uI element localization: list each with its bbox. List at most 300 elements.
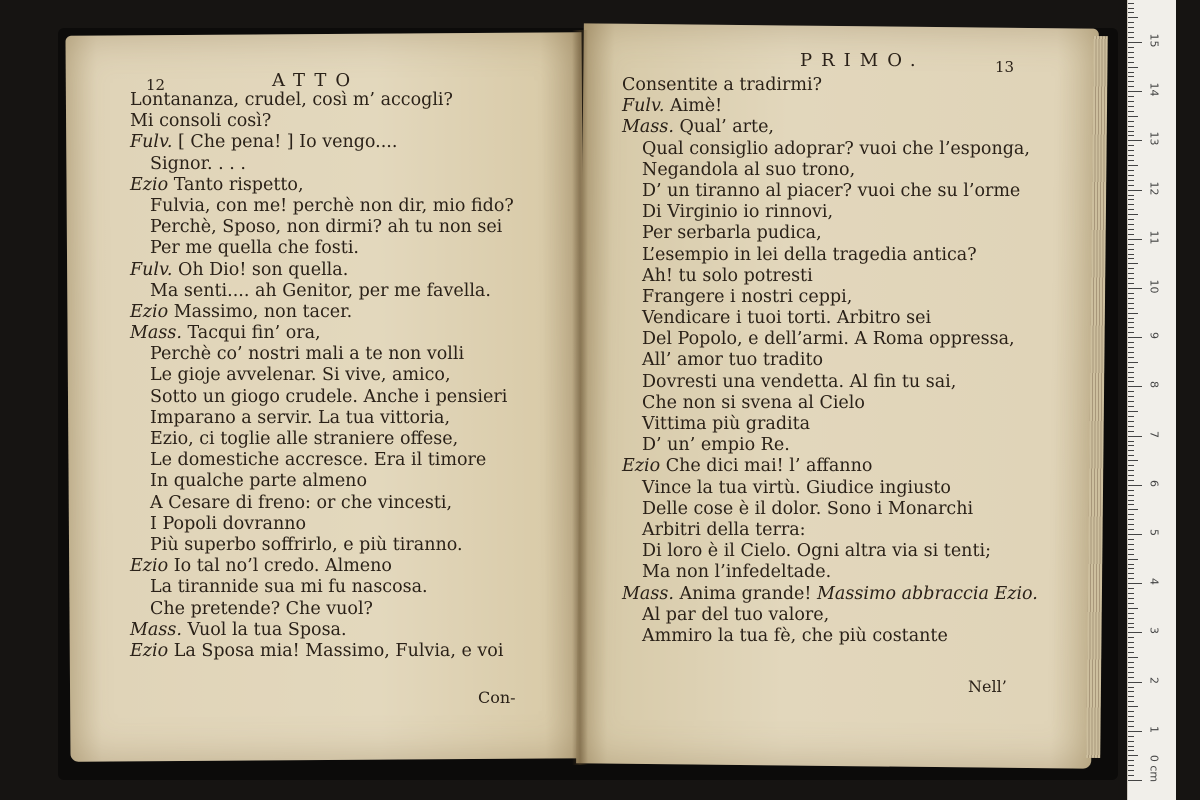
verse-text: Le domestiche accresce. Era il timore: [150, 450, 487, 471]
verse-text: Massimo, non tacer.: [173, 301, 353, 322]
verse-text: Ma non l’infedeltade.: [642, 562, 832, 583]
ruler-tick: [1128, 716, 1134, 717]
ruler-tick: [1128, 72, 1134, 73]
verse-text: Io tal no’l credo. Almeno: [173, 556, 392, 577]
left-catchword: Con-: [478, 688, 516, 707]
ruler-tick: [1128, 559, 1138, 560]
ruler-tick: [1128, 150, 1134, 151]
ruler-tick: [1128, 214, 1138, 215]
ruler-tick: [1128, 52, 1134, 53]
text-line: [622, 605, 1038, 626]
ruler-tick: [1128, 760, 1134, 761]
text-line: [622, 181, 1038, 202]
text-line: [130, 408, 514, 429]
ruler-tick: [1128, 691, 1134, 692]
verse-text: Imparano a servir. La tua vittoria,: [150, 407, 451, 428]
left-running-head: ATTO: [272, 70, 360, 91]
ruler-tick: [1128, 57, 1134, 58]
ruler-tick: [1128, 672, 1134, 673]
ruler-tick: [1128, 165, 1138, 166]
ruler-tick: [1128, 770, 1134, 771]
verse-text: Fulvia, con me! perchè non dir, mio fido?: [150, 195, 514, 216]
ruler-tick: [1128, 199, 1134, 200]
verse-text: Sotto un giogo crudele. Anche i pensieri: [150, 386, 508, 407]
verse-text: I Popoli dovranno: [150, 513, 307, 534]
speaker-name: Fulv.: [130, 259, 173, 280]
ruler-tick: [1128, 564, 1134, 565]
text-line: [622, 329, 1038, 350]
ruler-tick: [1128, 298, 1134, 299]
ruler-tick: [1128, 667, 1134, 668]
verse-text: La Sposa mia! Massimo, Fulvia, e voi: [173, 640, 504, 661]
text-line: [130, 429, 514, 450]
text-line: [130, 175, 514, 196]
ruler-number: 5: [1147, 529, 1161, 536]
ruler-tick: [1128, 303, 1134, 304]
ruler-tick: [1128, 411, 1138, 412]
verse-text: La tirannide sua mi fu nascosa.: [150, 577, 428, 598]
ruler-tick: [1128, 750, 1134, 751]
scale-ruler: [1127, 0, 1176, 800]
ruler-tick: [1128, 209, 1134, 210]
ruler-tick: [1128, 204, 1134, 205]
verse-text: Per serbarla pudica,: [642, 223, 822, 244]
right-page-text: [622, 75, 1038, 647]
verse-text: Frangere i nostri ceppi,: [642, 286, 853, 307]
ruler-tick: [1128, 337, 1142, 338]
verse-text: Ma senti.... ah Genitor, per me favella.: [150, 280, 491, 301]
ruler-tick: [1128, 765, 1134, 766]
ruler-tick: [1128, 258, 1134, 259]
ruler-tick: [1128, 652, 1134, 653]
ruler-tick: [1128, 121, 1134, 122]
ruler-tick: [1128, 101, 1134, 102]
ruler-tick: [1128, 17, 1138, 18]
ruler-tick: [1128, 126, 1134, 127]
speaker-name: Ezio: [622, 456, 661, 477]
text-line: [622, 435, 1038, 456]
ruler-tick: [1128, 529, 1134, 530]
ruler-tick: [1128, 318, 1134, 319]
ruler-tick: [1128, 239, 1142, 240]
ruler-tick: [1128, 495, 1134, 496]
ruler-tick: [1128, 190, 1142, 191]
ruler-tick: [1128, 293, 1134, 294]
ruler-tick: [1128, 441, 1134, 442]
ruler-tick: [1128, 116, 1138, 117]
ruler-tick: [1128, 775, 1134, 776]
ruler-tick: [1128, 140, 1142, 141]
left-page-number: 12: [146, 76, 166, 94]
ruler-tick: [1128, 106, 1134, 107]
ruler-tick: [1128, 618, 1134, 619]
verse-text: Dovresti una vendetta. Al fin tu sai,: [642, 371, 957, 392]
ruler-tick: [1128, 86, 1134, 87]
text-line: [130, 238, 514, 259]
ruler-tick: [1128, 313, 1138, 314]
ruler-tick: [1128, 711, 1134, 712]
ruler-tick: [1128, 372, 1134, 373]
ruler-tick: [1128, 32, 1134, 33]
text-line: [130, 641, 514, 662]
verse-text: Mi consoli così?: [130, 111, 272, 132]
ruler-tick: [1128, 682, 1142, 683]
ruler-tick: [1128, 485, 1142, 486]
ruler-number: 3: [1147, 627, 1161, 635]
ruler-tick: [1128, 62, 1134, 63]
ruler-tick: [1128, 662, 1134, 663]
text-line: [622, 562, 1038, 583]
verse-text: [ Che pena! ] Io vengo....: [177, 132, 398, 153]
ruler-tick: [1128, 509, 1138, 510]
speaker-name: Ezio: [130, 301, 169, 322]
ruler-tick: [1128, 347, 1134, 348]
text-line: [622, 139, 1038, 160]
text-line: [130, 556, 514, 577]
ruler-tick: [1128, 342, 1134, 343]
ruler-tick: [1128, 431, 1134, 432]
ruler-number: 15: [1147, 33, 1161, 48]
ruler-tick: [1128, 96, 1134, 97]
verse-text: Aimè!: [669, 96, 723, 117]
speaker-name: Mass.: [130, 619, 182, 640]
text-line: [130, 535, 514, 556]
ruler-tick: [1128, 500, 1134, 501]
ruler-unit: 0 cm: [1147, 754, 1161, 783]
ruler-number: 9: [1147, 332, 1161, 340]
ruler-tick: [1128, 391, 1134, 392]
ruler-number: 2: [1147, 676, 1161, 684]
verse-text: Vittima più gradita: [642, 414, 811, 434]
verse-text: Consentite a tradirmi?: [622, 75, 822, 95]
ruler-tick: [1128, 696, 1134, 697]
text-line: [130, 302, 514, 323]
verse-text: Che pretende? Che vuol?: [150, 598, 373, 619]
text-line: [130, 514, 514, 535]
ruler-tick: [1128, 455, 1134, 456]
verse-text: Di Virginio io rinnovi,: [642, 202, 834, 223]
ruler-tick: [1128, 283, 1134, 284]
ruler-tick: [1128, 706, 1138, 707]
text-line: [130, 344, 514, 365]
right-page-number: 13: [995, 58, 1015, 76]
ruler-tick: [1128, 642, 1134, 643]
ruler-tick: [1128, 322, 1134, 323]
ruler-tick: [1128, 534, 1142, 535]
text-line: [130, 260, 514, 281]
ruler-tick: [1128, 111, 1134, 112]
verse-text: Più superbo soffrirlo, e più tiranno.: [150, 534, 463, 555]
verse-text: D’ un’ empio Re.: [642, 435, 790, 456]
ruler-tick: [1128, 155, 1134, 156]
text-line: [622, 117, 1038, 138]
text-line: [130, 196, 514, 217]
book-gutter: [572, 30, 588, 765]
text-line: [622, 584, 1038, 605]
text-line: [130, 387, 514, 408]
verse-text: All’ amor tuo tradito: [642, 350, 824, 371]
ruler-tick: [1128, 780, 1142, 781]
ruler-tick: [1128, 145, 1134, 146]
ruler-tick: [1128, 504, 1134, 505]
ruler-tick: [1128, 436, 1142, 437]
verse-text: Anima grande!: [679, 583, 812, 604]
text-line: [130, 217, 514, 238]
ruler-number: 11: [1147, 230, 1161, 245]
ruler-tick: [1128, 160, 1134, 161]
ruler-tick: [1128, 578, 1134, 579]
ruler-tick: [1128, 268, 1134, 269]
ruler-tick: [1128, 573, 1134, 574]
ruler-tick: [1128, 381, 1134, 382]
speaker-name: Ezio: [130, 556, 169, 577]
ruler-tick: [1128, 549, 1134, 550]
text-line: [622, 245, 1038, 266]
ruler-tick: [1128, 460, 1138, 461]
text-line: [622, 202, 1038, 223]
ruler-tick: [1128, 273, 1134, 274]
verse-text: Arbitri della terra:: [642, 519, 806, 540]
ruler-tick: [1128, 244, 1134, 245]
ruler-tick: [1128, 598, 1134, 599]
verse-text: Che non si svena al Cielo: [642, 392, 865, 413]
verse-text: Tacqui fin’ ora,: [187, 323, 321, 344]
text-line: [622, 160, 1038, 181]
text-line: [622, 414, 1038, 435]
ruler-tick: [1128, 524, 1134, 525]
ruler-tick: [1128, 470, 1134, 471]
ruler-tick: [1128, 421, 1134, 422]
ruler-tick: [1128, 377, 1134, 378]
ruler-tick: [1128, 131, 1134, 132]
ruler-tick: [1128, 583, 1142, 584]
text-line: [622, 393, 1038, 414]
text-line: [622, 350, 1038, 371]
verse-text: Negandola al suo trono,: [642, 159, 856, 180]
ruler-tick: [1128, 490, 1134, 491]
verse-text: Ah! tu solo potresti: [642, 265, 813, 286]
ruler-tick: [1128, 76, 1134, 77]
ruler-tick: [1128, 647, 1134, 648]
text-line: [622, 372, 1038, 393]
ruler-tick: [1128, 12, 1134, 13]
text-line: [622, 308, 1038, 329]
verse-text: Per me quella che fosti.: [150, 238, 359, 259]
verse-text: A Cesare di freno: or che vincesti,: [150, 492, 453, 513]
text-line: [622, 75, 1038, 96]
ruler-tick: [1128, 465, 1134, 466]
right-running-head: PRIMO.: [800, 50, 925, 71]
verse-text: In qualche parte almeno: [150, 471, 367, 492]
ruler-tick: [1128, 3, 1134, 4]
ruler-tick: [1128, 401, 1134, 402]
verse-text: Signor. . . .: [150, 153, 246, 174]
ruler-tick: [1128, 608, 1138, 609]
text-line: [130, 450, 514, 471]
ruler-tick: [1128, 22, 1134, 23]
ruler-number: 13: [1147, 131, 1161, 146]
ruler-tick: [1128, 726, 1134, 727]
ruler-tick: [1128, 185, 1134, 186]
ruler-tick: [1128, 357, 1134, 358]
ruler-tick: [1128, 445, 1134, 446]
ruler-tick: [1128, 613, 1134, 614]
ruler-number: 4: [1147, 578, 1161, 586]
ruler-tick: [1128, 67, 1138, 68]
text-line: [130, 599, 514, 620]
text-line: [130, 90, 514, 111]
ruler-tick: [1128, 406, 1134, 407]
ruler-tick: [1128, 47, 1134, 48]
verse-text: Qual consiglio adoprar? vuoi che l’esponga,: [642, 138, 1030, 159]
ruler-tick: [1128, 539, 1134, 540]
ruler-tick: [1128, 603, 1134, 604]
text-line: [622, 266, 1038, 287]
text-line: [130, 493, 514, 514]
speaker-name: Ezio: [130, 640, 169, 661]
ruler-tick: [1128, 37, 1134, 38]
ruler-tick: [1128, 91, 1142, 92]
verse-text: Al par del tuo valore,: [642, 604, 830, 625]
ruler-tick: [1128, 544, 1134, 545]
verse-text: Le gioje avvelenar. Si vive, amico,: [150, 365, 451, 386]
verse-text: Perchè co’ nostri mali a te non volli: [150, 344, 465, 365]
verse-text: Vince la tua virtù. Giudice ingiusto: [642, 477, 951, 498]
ruler-tick: [1128, 746, 1134, 747]
ruler-tick: [1128, 42, 1142, 43]
ruler-tick: [1128, 731, 1142, 732]
text-line: [130, 365, 514, 386]
verse-text: D’ un tiranno al piacer? vuoi che su l’orme: [642, 180, 1021, 201]
ruler-tick: [1128, 627, 1134, 628]
text-line: [130, 471, 514, 492]
stage-direction: Massimo abbraccia Ezio.: [817, 583, 1038, 604]
ruler-tick: [1128, 352, 1134, 353]
text-line: [622, 287, 1038, 308]
ruler-tick: [1128, 568, 1134, 569]
ruler-tick: [1128, 657, 1138, 658]
ruler-tick: [1128, 637, 1134, 638]
ruler-tick: [1128, 362, 1138, 363]
text-line: [622, 520, 1038, 541]
verse-text: Tanto rispetto,: [173, 174, 304, 195]
verse-text: Oh Dio! son quella.: [177, 259, 349, 280]
ruler-number: 6: [1147, 479, 1161, 487]
ruler-tick: [1128, 480, 1134, 481]
verse-text: Qual’ arte,: [679, 117, 774, 138]
text-line: [622, 478, 1038, 499]
ruler-number: 8: [1147, 381, 1161, 389]
ruler-tick: [1128, 755, 1138, 756]
speaker-name: Mass.: [622, 117, 674, 138]
text-line: [622, 456, 1038, 477]
ruler-tick: [1128, 396, 1134, 397]
text-line: [130, 111, 514, 132]
verse-text: L’esempio in lei della tragedia antica?: [642, 244, 977, 265]
ruler-tick: [1128, 514, 1134, 515]
ruler-tick: [1128, 588, 1134, 589]
left-page-text: [130, 90, 514, 662]
ruler-tick: [1128, 224, 1134, 225]
ruler-tick: [1128, 327, 1134, 328]
ruler-tick: [1128, 593, 1134, 594]
text-line: [622, 96, 1038, 117]
ruler-tick: [1128, 249, 1134, 250]
ruler-number: 12: [1147, 181, 1161, 196]
text-line: [622, 499, 1038, 520]
ruler-tick: [1128, 278, 1134, 279]
verse-text: Vuol la tua Sposa.: [187, 619, 347, 640]
ruler-tick: [1128, 687, 1134, 688]
verse-text: Ezio, ci toglie alle straniere offese,: [150, 429, 459, 449]
ruler-tick: [1128, 219, 1134, 220]
ruler-number: 10: [1147, 279, 1161, 294]
verse-text: Che dici mai! l’ affanno: [665, 456, 873, 477]
verse-text: Lontananza, crudel, così m’ accogli?: [130, 90, 453, 110]
right-catchword: Nell’: [968, 677, 1007, 696]
ruler-tick: [1128, 229, 1134, 230]
verse-text: Perchè, Sposo, non dirmi? ah tu non sei: [150, 217, 503, 238]
ruler-tick: [1128, 263, 1138, 264]
speaker-name: Fulv.: [130, 132, 173, 153]
ruler-tick: [1128, 554, 1134, 555]
ruler-number: 7: [1147, 430, 1161, 438]
ruler-tick: [1128, 81, 1134, 82]
ruler-number: [1148, 0, 1161, 1]
ruler-tick: [1128, 27, 1134, 28]
ruler-tick: [1128, 234, 1134, 235]
ruler-tick: [1128, 736, 1134, 737]
speaker-name: Mass.: [130, 323, 182, 344]
speaker-name: Ezio: [130, 174, 169, 195]
speaker-name: Fulv.: [622, 96, 665, 117]
ruler-tick: [1128, 332, 1134, 333]
ruler-number: 14: [1147, 82, 1161, 97]
verse-text: Vendicare i tuoi torti. Arbitro sei: [642, 308, 932, 329]
ruler-tick: [1128, 701, 1134, 702]
ruler-tick: [1128, 308, 1134, 309]
ruler-tick: [1128, 288, 1142, 289]
text-line: [130, 154, 514, 175]
text-line: [622, 626, 1038, 647]
verse-text: Di loro è il Cielo. Ogni altra via si tenti;: [642, 541, 991, 562]
ruler-tick: [1128, 8, 1134, 9]
ruler-tick: [1128, 416, 1134, 417]
ruler-tick: [1128, 254, 1134, 255]
speaker-name: Mass.: [622, 583, 674, 604]
text-line: [622, 223, 1038, 244]
ruler-tick: [1128, 475, 1134, 476]
ruler-tick: [1128, 632, 1142, 633]
verse-text: Ammiro la tua fè, che più costante: [642, 625, 948, 646]
ruler-tick: [1128, 180, 1134, 181]
text-line: [130, 281, 514, 302]
text-line: [622, 541, 1038, 562]
ruler-tick: [1128, 721, 1134, 722]
verse-text: Delle cose è il dolor. Sono i Monarchi: [642, 498, 974, 519]
ruler-tick: [1128, 677, 1134, 678]
text-line: [130, 577, 514, 598]
text-line: [130, 323, 514, 344]
ruler-tick: [1128, 741, 1134, 742]
ruler-number: 1: [1147, 725, 1161, 733]
ruler-tick: [1128, 170, 1134, 171]
ruler-tick: [1128, 175, 1134, 176]
verse-text: Del Popolo, e dell’armi. A Roma oppressa,: [642, 329, 1015, 350]
ruler-tick: [1128, 195, 1134, 196]
ruler-tick: [1128, 623, 1134, 624]
ruler-tick: [1128, 386, 1142, 387]
